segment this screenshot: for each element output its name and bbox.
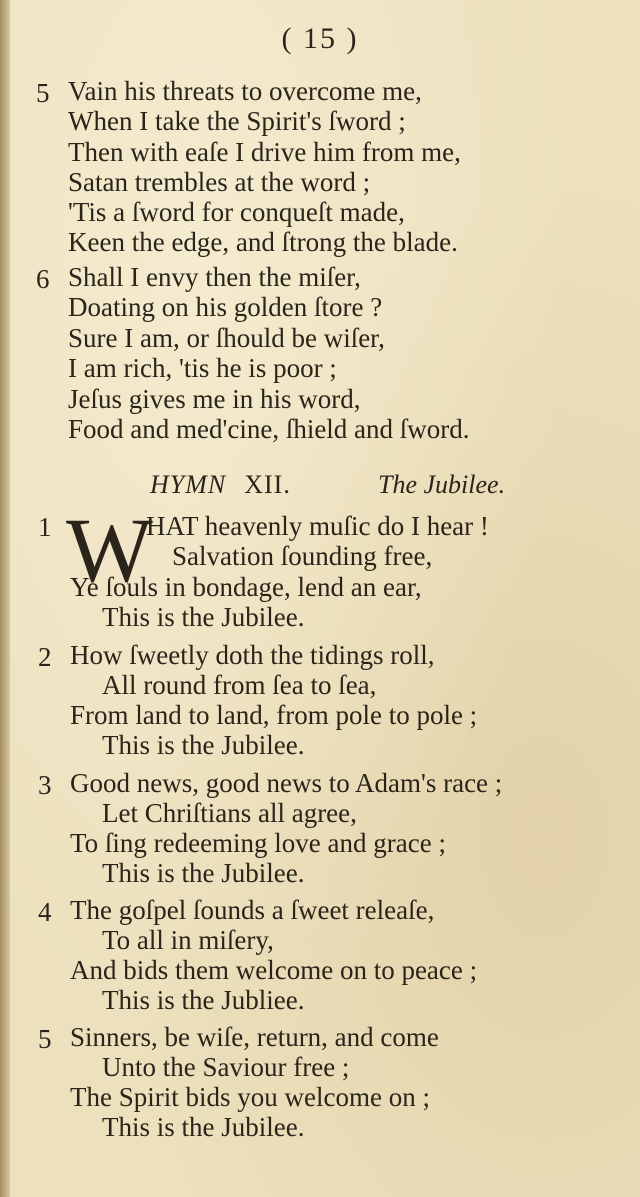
hymn-subtitle: The Jubilee. (378, 470, 506, 499)
verse-line: Ye ſouls in bondage, lend an ear, (70, 572, 422, 602)
verse-line: This is the Jubilee. (102, 1112, 305, 1142)
verse-line: Sure I am, or ſhould be wiſer, (68, 323, 385, 353)
verse-line: How ſweetly doth the tidings roll, (70, 640, 435, 670)
verse-line: Doating on his golden ſtore ? (68, 292, 383, 322)
verse-line: Shall I envy then the miſer, (68, 262, 361, 292)
verse-number: 6 (36, 264, 50, 294)
verse-line: 'Tis a ſword for conqueſt made, (68, 197, 405, 227)
verse-line: Satan trembles at the word ; (68, 167, 371, 197)
verse-line: The goſpel ſounds a ſweet releaſe, (70, 895, 435, 925)
verse-line: Keen the edge, and ſtrong the blade. (68, 227, 458, 257)
verse-line: Good news, good news to Adam's race ; (70, 768, 503, 798)
hymn-heading-numeral: XII. (244, 470, 291, 499)
verse-line: Vain his threats to overcome me, (68, 76, 422, 106)
verse-line: Jeſus gives me in his word, (68, 384, 361, 414)
verse-line: Sinners, be wiſe, return, and come (70, 1022, 439, 1052)
verse-line: This is the Jubilee. (102, 602, 305, 632)
verse-line: All round from ſea to ſea, (102, 670, 377, 700)
verse-line: I am rich, 'tis he is poor ; (68, 353, 337, 383)
hymn-heading (150, 470, 506, 500)
verse-line: HAT heavenly muſic do I hear ! (146, 511, 489, 541)
verse-line: Unto the Saviour free ; (102, 1052, 350, 1082)
verse-line: Food and med'cine, ſhield and ſword. (68, 414, 470, 444)
verse-number: 1 (38, 512, 52, 542)
verse-number: 5 (36, 78, 50, 108)
verse-line: To all in miſery, (102, 925, 274, 955)
verse-line: Let Chriſtians all agree, (102, 798, 357, 828)
drop-cap: W (66, 499, 153, 601)
verse-line: The Spirit bids you welcome on ; (70, 1082, 430, 1112)
verse-line: And bids them welcome on to peace ; (70, 955, 478, 985)
verse-line: This is the Jubilee. (102, 858, 305, 888)
hymn-heading-word: HYMN (150, 470, 227, 499)
verse-line: Salvation ſounding free, (172, 541, 433, 571)
verse-line: This is the Jubliee. (102, 985, 305, 1015)
verse-number: 4 (38, 897, 52, 927)
page-number: ( 15 ) (281, 22, 359, 55)
verse-number: 5 (38, 1024, 52, 1054)
verse-line: From land to land, from pole to pole ; (70, 700, 478, 730)
verse-line: When I take the Spirit's ſword ; (68, 106, 406, 136)
verse-line: This is the Jubilee. (102, 730, 305, 760)
page-gutter (0, 0, 10, 1197)
verse-number: 3 (38, 770, 52, 800)
verse-line: To ſing redeeming love and grace ; (70, 828, 446, 858)
verse-number: 2 (38, 642, 52, 672)
verse-line: Then with eaſe I drive him from me, (68, 137, 461, 167)
